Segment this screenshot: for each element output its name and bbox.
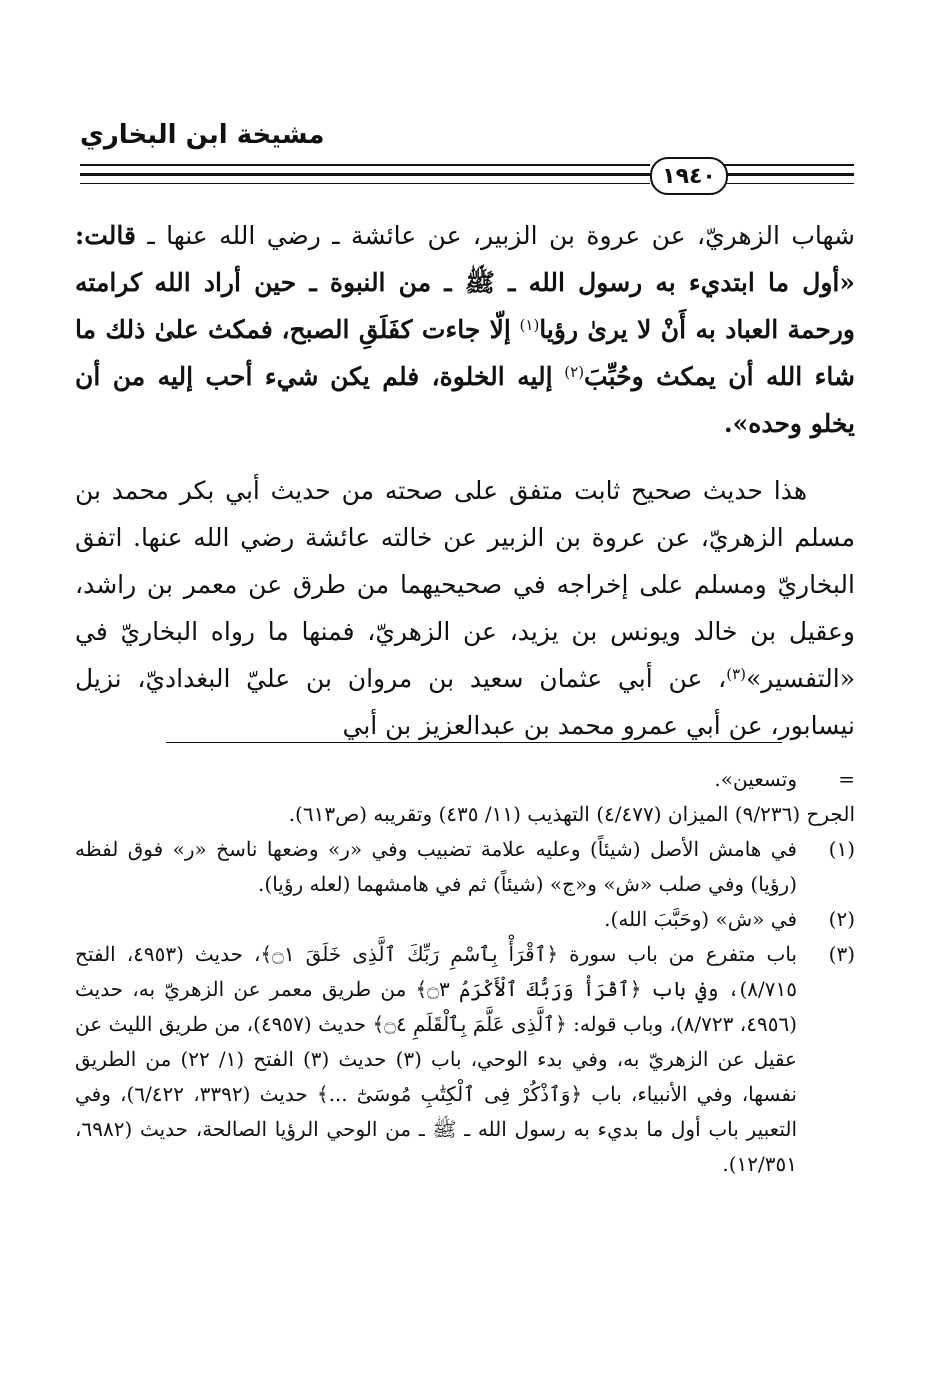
footnotes — [75, 762, 855, 1182]
commentary-paragraph — [75, 467, 855, 749]
footnote-text: باب متفرع من باب سورة ﴿ٱقْرَأْ بِٱسْمِ رَبِّكَ ٱلَّذِى خَلَقَ ۝١﴾، حديث (٤٩٥٣، الفتح ٨/٧١٥)، وفي باب ﴿ٱقْرَأْ وَرَبُّكَ ٱلْأَكْرَمُ ۝٣﴾ من طريق معمر عن الزهريّ به، حديث (٤٩٥٦، ٨/٧٢٣)، وباب قوله: ﴿ٱلَّذِى عَلَّمَ بِٱلْقَلَمِ ۝٤﴾ حديث (٤٩٥٧)، من طريق الليث عن عقيل عن الزهريّ به، وفي بدء الوحي، باب (٣) حديث (٣) الفتح (١/ ٢٢) من الطريق نفسها، وفي الأنبياء، باب ﴿وَٱذْكُرْ فِى ٱلْكِتَٰبِ مُوسَىٰٓ ...﴾ حديث (٣٣٩٢، ٦/٤٢٢)، وفي التعبير باب أول ما بديء به رسول الله ـ ﷺ ـ من الوحي الرؤيا الصالحة، حديث (٦٩٨٢، ١٢/٣٥١). — [75, 942, 798, 1176]
text-line: إلّا جاءت كفَلَقِ الصبح، — [281, 315, 511, 344]
header-rule — [80, 183, 650, 184]
footnote-2 — [75, 902, 855, 937]
text-line: فمكث علىٰ ذلك ما شاء الله أن يمكث وحُبِّبَ — [75, 315, 855, 391]
footnote-ref: (٢) — [564, 363, 585, 381]
footnote-ref: (٣) — [726, 665, 747, 683]
text-run: ، عن أبي عثمان سعيد بن مروان بن عليّ البغداديّ، نزيل نيسابور، عن أبي عمرو محمد بن عبدالعزيز بن أبي — [75, 664, 855, 740]
footnote-text: في «ش» (وحَبَّبَ الله). — [604, 907, 797, 931]
footnote-continuation — [75, 762, 855, 832]
hadith-paragraph — [75, 212, 855, 447]
header-rule — [80, 164, 650, 166]
footnote-number: (٢) — [828, 907, 855, 931]
footnote-number: (١) — [828, 837, 855, 861]
text-line: شيء أحب إليه من أن يخلو وحده». — [75, 362, 855, 438]
footnote-line: وتسعين». — [714, 767, 797, 791]
footnote-3 — [75, 937, 855, 1182]
footnote-1 — [75, 832, 855, 902]
text-run: هذا حديث صحيح ثابت متفق على صحته من حديث أبي بكر محمد بن مسلم الزهريّ، عن عروة بن الزبير عن خالته عائشة رضي الله عنها. اتفق البخاريّ ومسلم على إخراجه في صحيحيهما من طرق عن معمر بن راشد، وعقيل بن خالد ويونس بن يزيد، عن الزهريّ، فمنها ما رواه البخاريّ في «التفسير» — [75, 476, 855, 693]
main-text — [75, 212, 855, 749]
footnote-line: الجرح (٩/٢٣٦) الميزان (٤/٤٧٧) التهذيب (١١/ ٤٣٥) وتقريبه (ص٦١٣). — [288, 802, 855, 826]
footnote-number: (٣) — [828, 942, 855, 966]
text-line: كرامته ورحمة العباد به أَنْ لا يرىٰ رؤيا — [75, 268, 856, 344]
text-line: شهاب الزهريّ، عن عروة بن الزبير، عن عائشة ـ رضي الله عنها ـ — [147, 221, 855, 250]
page-number: ١٩٤٠ — [650, 157, 728, 195]
footnote-ref: (١) — [519, 316, 540, 334]
footnote-text: في هامش الأصل (شيئاً) وعليه علامة تضبيب وفي «ر» وضعها ناسخ «ر» فوق لفظه (رؤيا) وفي صلب «ش» و«ج» (شيئاً) ثم في هامشهما (لعله رؤيا). — [75, 837, 797, 896]
continuation-mark: = — [838, 767, 855, 791]
header-rule — [724, 183, 854, 184]
text-line: إليه الخلوة، فلم يكن — [330, 362, 553, 391]
text-line: قالت: «أول ما ابتديء به رسول الله ـ ﷺ ـ من النبوة ـ حين أراد الله — [75, 221, 856, 297]
header-rule — [724, 173, 854, 176]
footnote-separator — [166, 742, 782, 743]
header-rule — [724, 164, 854, 166]
running-head-title: مشيخة ابن البخاري — [80, 120, 325, 150]
header-rule — [80, 173, 650, 176]
